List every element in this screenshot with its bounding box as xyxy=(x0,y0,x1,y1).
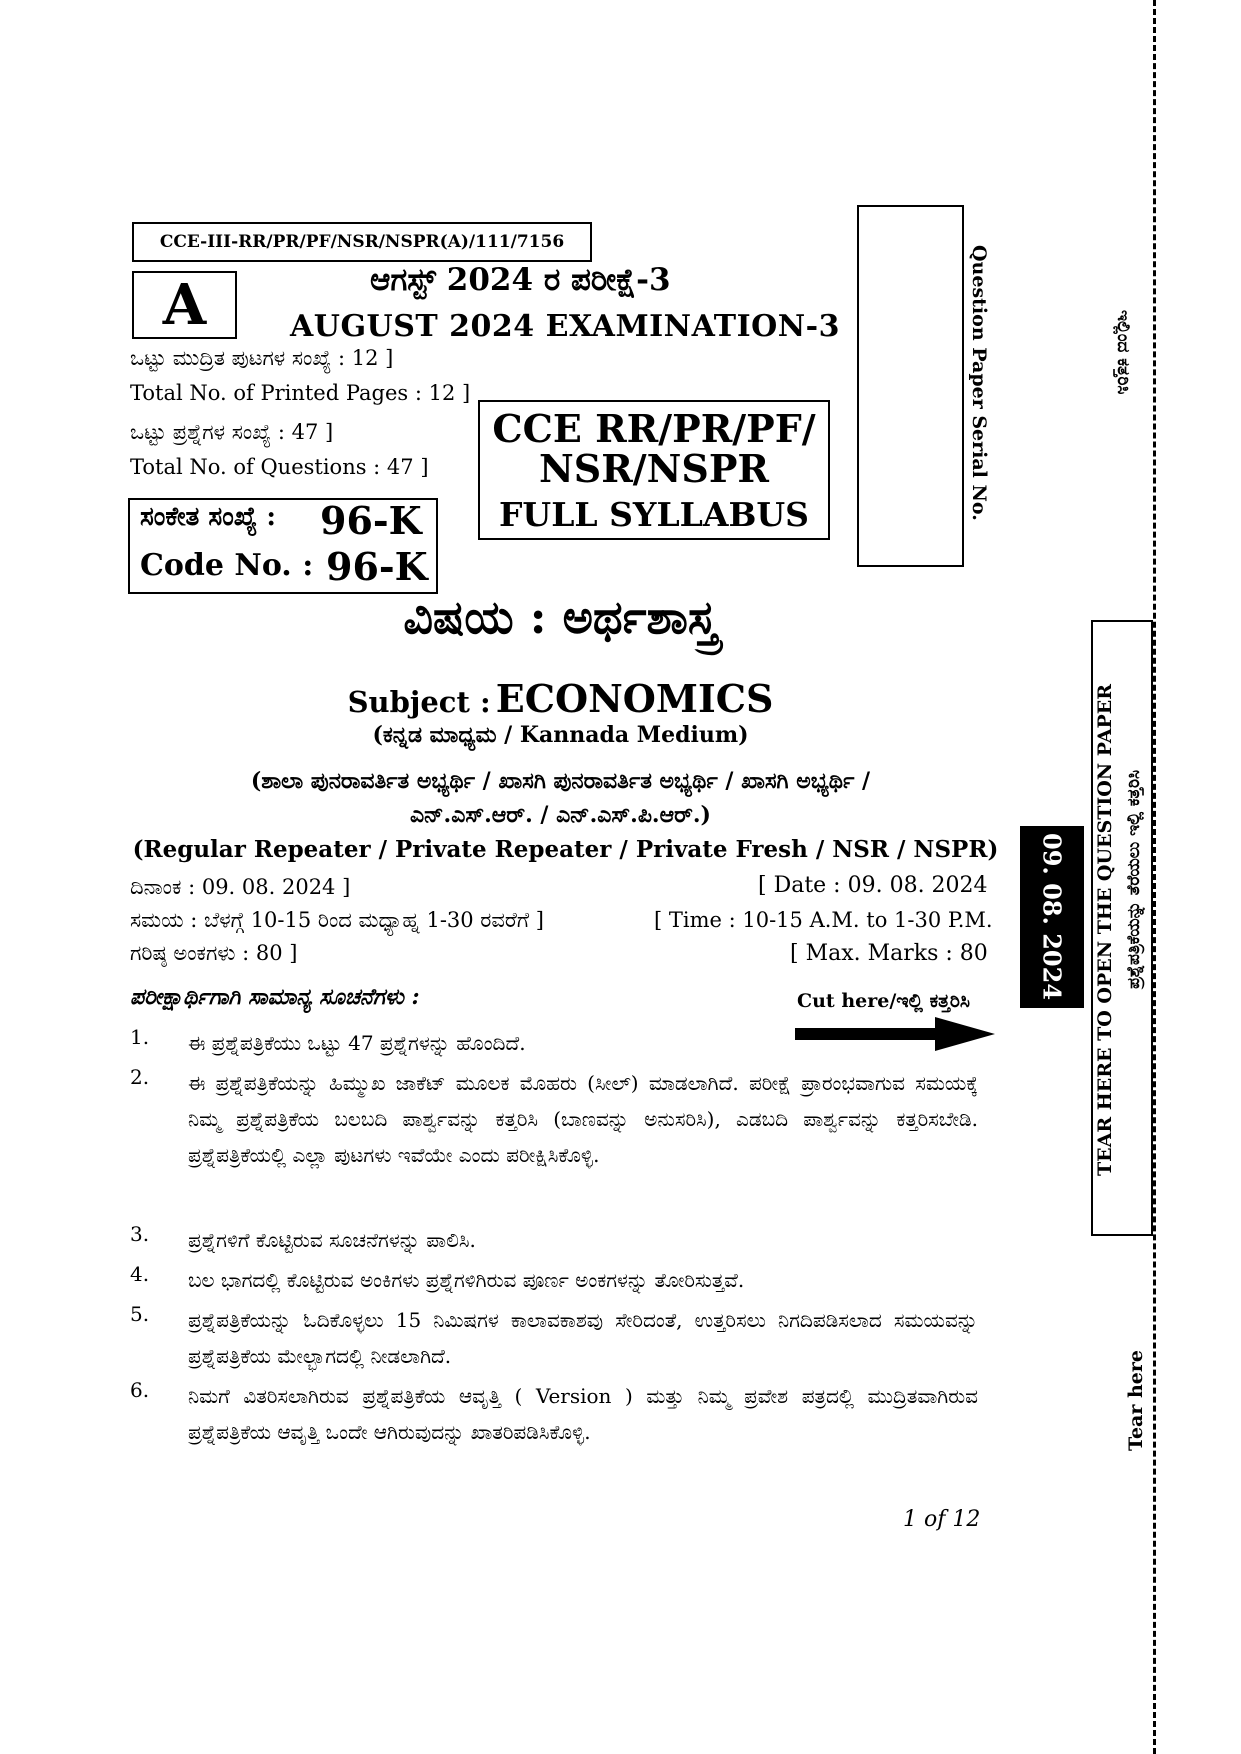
code-label-english: Code No. : xyxy=(140,548,314,583)
page-number: 1 of 12 xyxy=(903,1507,981,1532)
serial-number-box xyxy=(857,205,964,567)
course-line-1: CCE RR/PR/PF/ xyxy=(492,406,816,451)
date-vertical-text: 09. 08. 2024 xyxy=(1037,833,1067,1001)
tear-line-divider xyxy=(1153,0,1156,1754)
exam-title-kannada: ಆಗಸ್ಟ್ 2024 ರ ಪರೀಕ್ಷೆ-3 xyxy=(370,262,671,298)
candidate-types-kannada-2: ಎನ್.ಎಸ್.ಆರ್. / ಎನ್.ಎಸ್.ಪಿ.ಆರ್.) xyxy=(410,802,711,828)
max-marks-english: [ Max. Marks : 80 xyxy=(790,941,988,966)
code-label-kannada: ಸಂಕೇತ ಸಂಖ್ಯೆ : xyxy=(140,502,276,532)
instruction-number: 2. xyxy=(130,1065,150,1089)
course-line-3: FULL SYLLABUS xyxy=(498,495,809,534)
cut-here-kannada-top: ಇಲ್ಲಿಂದ ಕತ್ತರಿಸಿ xyxy=(1113,310,1133,395)
serial-number-label: Question Paper Serial No. xyxy=(968,245,990,521)
max-marks-kannada: ಗರಿಷ್ಠ ಅಂಕಗಳು : 80 ] xyxy=(130,941,298,965)
instructions-heading: ಪರೀಕ್ಷಾರ್ಥಿಗಾಗಿ ಸಾಮಾನ್ಯ ಸೂಚನೆಗಳು : xyxy=(130,984,420,1010)
instruction-text: ಈ ಪ್ರಶ್ನೆಪತ್ರಿಕೆಯು ಒಟ್ಟು 47 ಪ್ರಶ್ನೆಗಳನ್ನು ಹೊಂದಿದೆ. xyxy=(188,1031,526,1055)
instruction-number: 5. xyxy=(130,1302,150,1326)
instruction-text: ಪ್ರಶ್ನೆಪತ್ರಿಕೆಯನ್ನು ಓದಿಕೊಳ್ಳಲು 15 ನಿಮಿಷಗಳ ಕಾಲಾವಕಾಶವು ಸೇರಿದಂತೆ, ಉತ್ತರಿಸಲು ನಿಗದಿಪಡಿಸಲಾದ ಸಮಯವನ್ನು ಪ್ರಶ್ನೆಪತ್ರಿಕೆಯ ಮೇಲ್ಭಾಗದಲ್ಲಿ ನೀಡಲಾಗಿದೆ. xyxy=(188,1308,978,1368)
printed-pages-english: Total No. of Printed Pages : 12 ] xyxy=(130,381,471,405)
instruction-number: 6. xyxy=(130,1378,150,1402)
subject-english xyxy=(0,676,1241,721)
printed-pages-kannada: ಒಟ್ಟು ಮುದ್ರಿತ ಪುಟಗಳ ಸಂಖ್ಯೆ : 12 ] xyxy=(130,346,394,370)
tear-here-label: Tear here xyxy=(1125,1350,1147,1451)
subject-kannada: ವಿಷಯ : ಅರ್ಥಶಾಸ್ತ್ರ xyxy=(403,590,718,644)
instruction-text: ನಿಮಗೆ ವಿತರಿಸಲಾಗಿರುವ ಪ್ರಶ್ನೆಪತ್ರಿಕೆಯ ಆವೃತ್ತಿ ( Version ) ಮತ್ತು ನಿಮ್ಮ ಪ್ರವೇಶ ಪತ್ರದಲ್ಲಿ ಮುದ್ರಿತವಾಗಿರುವ ಪ್ರಶ್ನೆಪತ್ರಿಕೆಯ ಆವೃತ್ತಿ ಒಂದೇ ಆಗಿರುವುದನ್ನು ಖಾತರಿಪಡಿಸಿಕೊಳ್ಳಿ. xyxy=(188,1384,978,1444)
time-kannada: ಸಮಯ : ಬೆಳಗ್ಗೆ 10-15 ರಿಂದ ಮಧ್ಯಾಹ್ನ 1-30 ರವರೆಗೆ ] xyxy=(130,908,544,932)
version-letter: A xyxy=(132,271,237,339)
course-line-2: NSR/NSPR xyxy=(539,446,769,491)
instruction-number: 1. xyxy=(130,1025,150,1049)
instruction-number: 3. xyxy=(130,1222,150,1246)
paper-code: CCE-III-RR/PR/PF/NSR/NSPR(A)/111/7156 xyxy=(132,222,592,262)
subject-label: Subject : xyxy=(347,685,491,719)
instruction-text: ಈ ಪ್ರಶ್ನೆಪತ್ರಿಕೆಯನ್ನು ಹಿಮ್ಮುಖ ಜಾಕೆಟ್ ಮೂಲಕ ಮೊಹರು (ಸೀಲ್) ಮಾಡಲಾಗಿದೆ. ಪರೀಕ್ಷೆ ಪ್ರಾರಂಭವಾಗುವ ಸಮಯಕ್ಕೆ ನಿಮ್ಮ ಪ್ರಶ್ನೆಪತ್ರಿಕೆಯ ಬಲಬದಿ ಪಾರ್ಶ್ವವನ್ನು ಕತ್ತರಿಸಿ (ಬಾಣವನ್ನು ಅನುಸರಿಸಿ), ಎಡಬದಿ ಪಾರ್ಶ್ವವನ್ನು ಕತ್ತರಿಸಬೇಡಿ. ಪ್ರಶ್ನೆಪತ್ರಿಕೆಯಲ್ಲಿ ಎಲ್ಲಾ ಪುಟಗಳು ಇವೆಯೇ ಎಂದು ಪರೀಕ್ಷಿಸಿಕೊಳ್ಳಿ. xyxy=(188,1071,978,1167)
exam-title-english: AUGUST 2024 EXAMINATION-3 xyxy=(290,309,840,344)
date-kannada: ದಿನಾಂಕ : 09. 08. 2024 ] xyxy=(130,875,351,899)
code-number-box xyxy=(128,498,438,594)
date-english: [ Date : 09. 08. 2024 xyxy=(758,873,988,898)
tear-open-kannada: ಪ್ರಶ್ನೆಪತ್ರಿಕೆಯನ್ನು ತೆರೆಯಲು ಇಲ್ಲಿ ಕತ್ತರಿಸಿ xyxy=(1124,770,1144,989)
instruction-number: 4. xyxy=(130,1262,150,1286)
course-box xyxy=(478,400,830,540)
instruction-text: ಪ್ರಶ್ನೆಗಳಿಗೆ ಕೊಟ್ಟಿರುವ ಸೂಚನೆಗಳನ್ನು ಪಾಲಿಸಿ. xyxy=(188,1228,476,1252)
candidate-types-kannada-1: (ಶಾಲಾ ಪುನರಾವರ್ತಿತ ಅಭ್ಯರ್ಥಿ / ಖಾಸಗಿ ಪುನರಾವರ್ತಿತ ಅಭ್ಯರ್ಥಿ / ಖಾಸಗಿ ಅಭ್ಯರ್ಥಿ / xyxy=(250,768,871,794)
cut-here-label: Cut here/ಇಲ್ಲಿ ಕತ್ತರಿಸಿ xyxy=(797,990,970,1012)
code-value-english: 96-K xyxy=(326,544,428,589)
candidate-types-english: (Regular Repeater / Private Repeater / Private Fresh / NSR / NSPR) xyxy=(132,836,999,863)
total-questions-english: Total No. of Questions : 47 ] xyxy=(130,455,429,479)
tear-open-english: TEAR HERE TO OPEN THE QUESTION PAPER xyxy=(1094,684,1116,1176)
time-english: [ Time : 10-15 A.M. to 1-30 P.M. xyxy=(654,908,993,932)
code-value-kannada: 96-K xyxy=(320,498,422,543)
subject-value: ECONOMICS xyxy=(495,676,774,721)
total-questions-kannada: ಒಟ್ಟು ಪ್ರಶ್ನೆಗಳ ಸಂಖ್ಯೆ : 47 ] xyxy=(130,420,334,444)
medium: (ಕನ್ನಡ ಮಾಧ್ಯಮ / Kannada Medium) xyxy=(372,722,749,748)
instruction-text: ಬಲ ಭಾಗದಲ್ಲಿ ಕೊಟ್ಟಿರುವ ಅಂಕಿಗಳು ಪ್ರಶ್ನೆಗಳಿಗಿರುವ ಪೂರ್ಣ ಅಂಕಗಳನ್ನು ತೋರಿಸುತ್ತವೆ. xyxy=(188,1268,745,1292)
date-vertical-box xyxy=(1020,826,1084,1008)
